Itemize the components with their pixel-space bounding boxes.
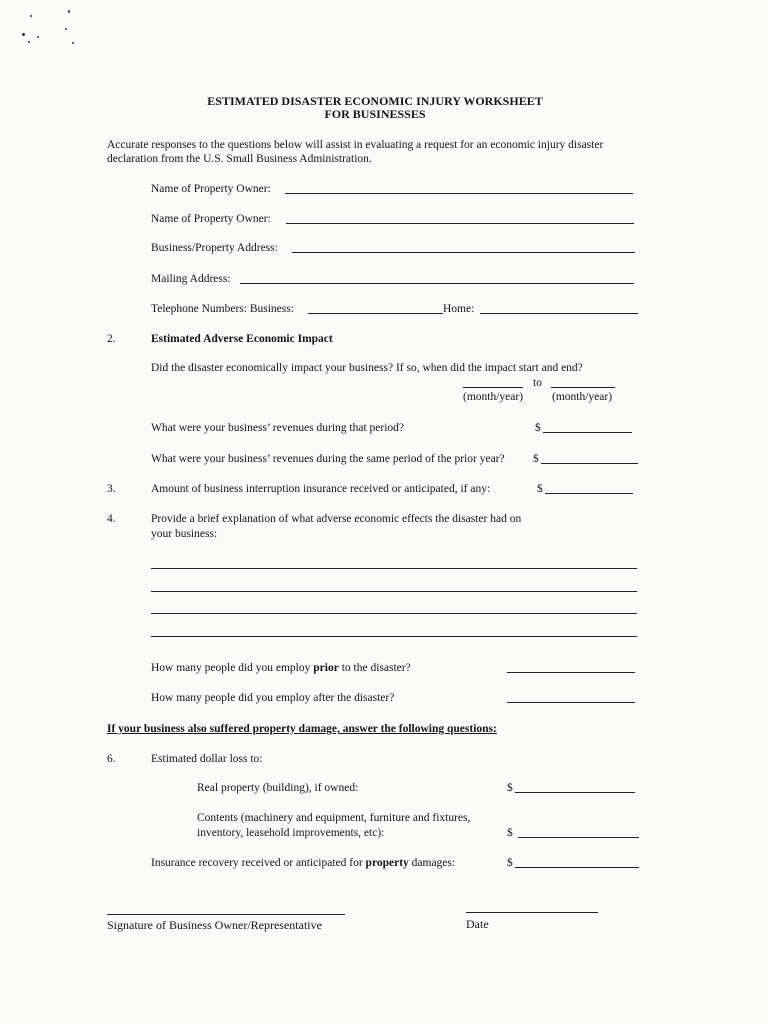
real-property-underline[interactable] <box>515 792 635 793</box>
home-label: Home: <box>443 303 475 315</box>
insurance-recovery-bold: property <box>365 857 409 869</box>
contents-underline[interactable] <box>518 837 639 838</box>
section2-number: 2. <box>107 333 116 345</box>
date-underline[interactable] <box>466 912 598 913</box>
scan-speck <box>68 10 70 13</box>
phone-business-field[interactable] <box>308 300 443 314</box>
explanation-line[interactable] <box>151 636 637 637</box>
address-label: Business/Property Address: <box>151 242 278 254</box>
phone-business-underline <box>308 313 443 314</box>
contents-label-line2: inventory, leasehold improvements, etc): <box>197 827 385 839</box>
scan-speck <box>72 42 74 44</box>
scan-speck <box>28 41 30 43</box>
insurance-recovery-underline[interactable] <box>515 867 639 868</box>
address-underline <box>292 252 635 253</box>
owner1-field[interactable] <box>285 180 633 194</box>
revenue-question: What were your business’ revenues during that period? <box>151 422 405 434</box>
owner2-underline <box>286 223 634 224</box>
date-label: Date <box>466 917 489 931</box>
signature-label: Signature of Business Owner/Representative <box>107 918 322 932</box>
section4-question-line2: your business: <box>151 528 218 540</box>
scan-speck <box>22 33 25 36</box>
section4-question-line1: Provide a brief explanation of what adverse economic effects the disaster had on <box>151 513 522 525</box>
employees-prior-word: prior <box>313 662 339 674</box>
to-word: to <box>533 377 542 389</box>
mailing-underline <box>240 283 634 284</box>
employees-prior-underline[interactable] <box>507 672 635 673</box>
section2-heading: Estimated Adverse Economic Impact <box>151 333 333 345</box>
section6-number: 6. <box>107 753 116 765</box>
phone-home-field[interactable] <box>480 300 638 314</box>
signature-underline[interactable] <box>107 914 345 915</box>
insurance-recovery-pre: Insurance recovery received or anticipated for <box>151 857 366 869</box>
insurance-question: Amount of business interruption insurance received or anticipated, if any: <box>151 483 491 495</box>
scan-speck <box>65 28 67 30</box>
section6-heading: Estimated dollar loss to: <box>151 753 263 765</box>
impact-question: Did the disaster economically impact your business? If so, when did the impact start and end? <box>151 362 583 374</box>
insurance-recovery-dollar-sign: $ <box>507 857 513 869</box>
impact-start-underline <box>463 387 523 388</box>
mailing-label: Mailing Address: <box>151 273 231 285</box>
owner1-underline <box>285 193 633 194</box>
real-property-label: Real property (building), if owned: <box>197 782 359 794</box>
contents-dollar-sign: $ <box>507 827 513 839</box>
revenue-prior-question: What were your business’ revenues during the same period of the prior year? <box>151 453 505 465</box>
contents-label-line1: Contents (machinery and equipment, furniture and fixtures, <box>197 812 471 824</box>
intro-text-line1: Accurate responses to the questions below will assist in evaluating a request for an economic injury disaster <box>107 139 604 151</box>
phone-label: Telephone Numbers: Business: <box>151 303 294 315</box>
intro-text-line2: declaration from the U.S. Small Business Administration. <box>107 153 372 165</box>
document-subtitle: FOR BUSINESSES <box>324 107 426 121</box>
owner2-label: Name of Property Owner: <box>151 213 271 225</box>
mailing-field[interactable] <box>240 270 634 284</box>
employees-after-question: How many people did you employ after the disaster? <box>151 692 395 704</box>
explanation-line[interactable] <box>151 591 637 592</box>
revenue-dollar-sign: $ <box>535 422 541 434</box>
insurance-recovery-question <box>151 856 455 870</box>
scan-speck <box>37 36 39 38</box>
insurance-recovery-post: damages: <box>408 857 456 869</box>
owner1-label: Name of Property Owner: <box>151 183 271 195</box>
explanation-line[interactable] <box>151 568 637 569</box>
property-damage-notice: If your business also suffered property damage, answer the following questions: <box>107 723 497 735</box>
revenue-prior-underline <box>541 463 638 464</box>
scan-speck <box>30 15 32 17</box>
real-property-dollar-sign: $ <box>507 782 513 794</box>
owner2-field[interactable] <box>286 210 634 224</box>
revenue-prior-dollar-sign: $ <box>533 453 539 465</box>
employees-prior-pre: How many people did you employ <box>151 662 314 674</box>
insurance-dollar-sign: $ <box>537 483 543 495</box>
revenue-underline <box>543 432 632 433</box>
employees-after-underline[interactable] <box>507 702 635 703</box>
employees-prior-post: to the disaster? <box>338 662 411 674</box>
document-title: ESTIMATED DISASTER ECONOMIC INJURY WORKSHEET <box>207 94 543 108</box>
employees-prior-question <box>151 661 411 675</box>
explanation-line[interactable] <box>151 613 637 614</box>
section4-number: 4. <box>107 513 116 525</box>
section3-number: 3. <box>107 483 116 495</box>
impact-end-underline <box>551 387 615 388</box>
insurance-underline <box>545 493 633 494</box>
phone-home-underline <box>480 313 638 314</box>
month-year-start-label: (month/year) <box>463 391 524 403</box>
month-year-end-label: (month/year) <box>552 391 613 403</box>
address-field[interactable] <box>292 239 635 253</box>
